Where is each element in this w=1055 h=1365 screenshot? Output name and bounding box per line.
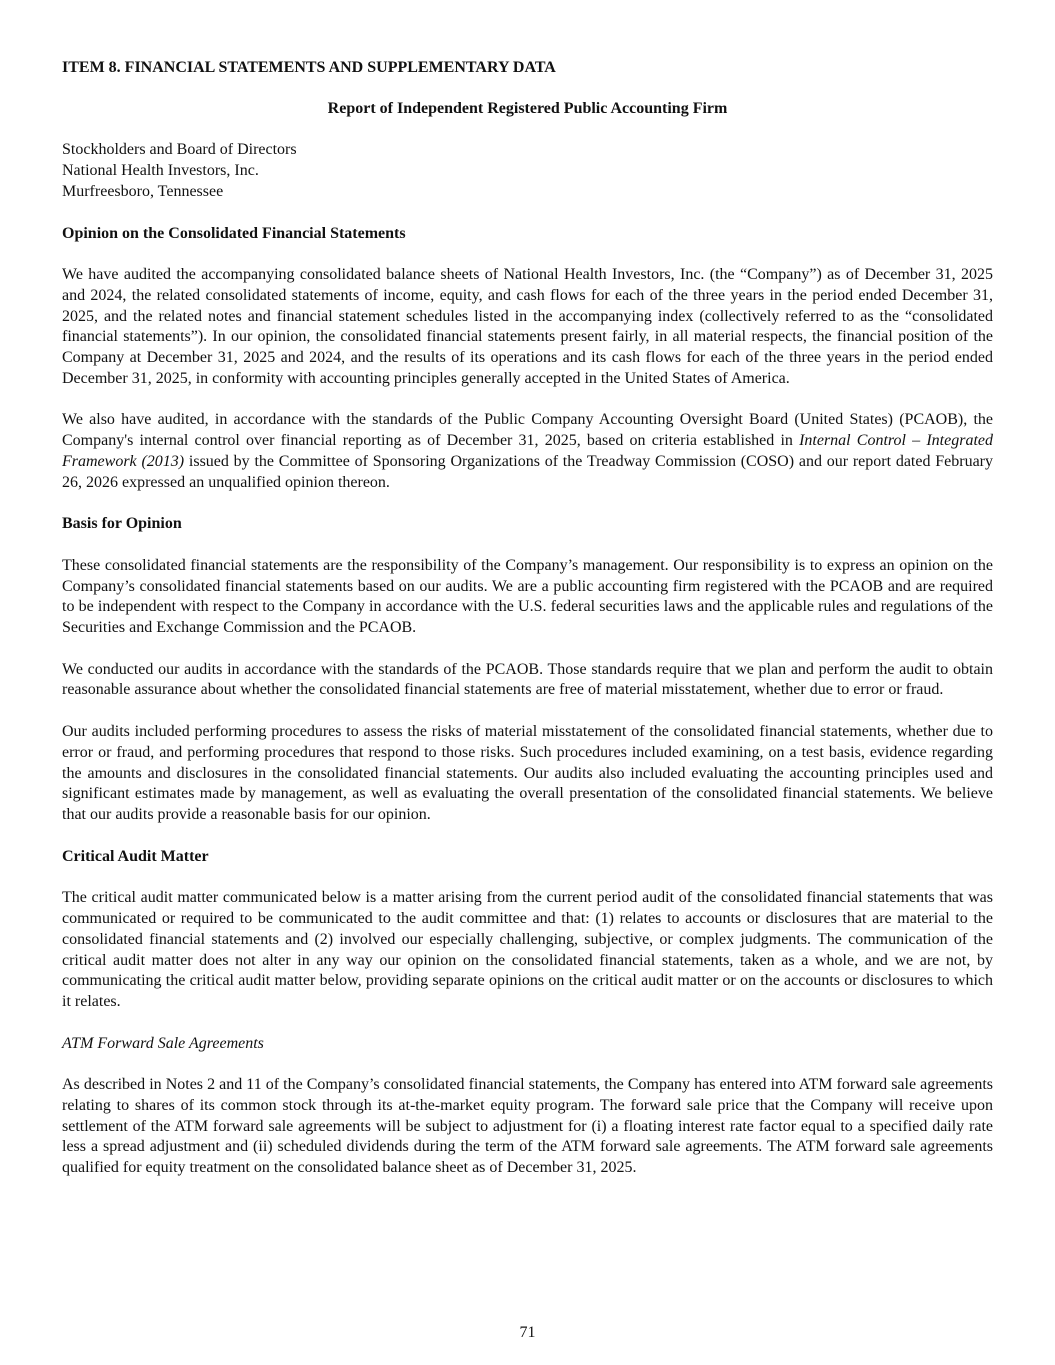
addressee-block	[62, 140, 993, 202]
opinion-paragraph-icfr	[62, 410, 993, 493]
item-heading: ITEM 8. FINANCIAL STATEMENTS AND SUPPLEMENTARY DATA	[62, 59, 556, 76]
opinion-heading: Opinion on the Consolidated Financial Statements	[62, 224, 406, 242]
atm-forward-sale-subheading: ATM Forward Sale Agreements	[62, 1034, 264, 1052]
critical-audit-matter-heading: Critical Audit Matter	[62, 847, 209, 865]
basis-paragraph: These consolidated financial statements are the responsibility of the Company’s management. Our responsibility is to express an opinion on the Company’s consolidated financial statements based on our audits. We are a public accounting firm registered with the PCAOB and are required to be independent with respect to the Company in accordance with the U.S. federal securities laws and the applicable rules and regulations of the Securities and Exchange Commission and the PCAOB.	[62, 556, 993, 637]
report-title: Report of Independent Registered Public Accounting Firm	[327, 99, 728, 117]
addressee-line: National Health Investors, Inc.	[62, 162, 259, 180]
icfr-text-before: We also have audited, in accordance with the standards of the Public Company Accounting Oversight Board (United States) (PCAOB), the Company's internal control over financial reporting as of December 31, 2025, based on criteria established in	[62, 411, 993, 450]
addressee-line: Stockholders and Board of Directors	[62, 141, 297, 159]
atm-forward-sale-paragraph: As described in Notes 2 and 11 of the Company’s consolidated financial statements, the Company has entered into ATM forward sale agreements relating to shares of its common stock through its at-the-market equity program. The forward sale price that the Company will receive upon settlement of the ATM forward sale agreements will be subject to adjustment for (i) a floating interest rate factor equal to a specified daily rate less a spread adjustment and (ii) scheduled dividends during the term of the ATM forward sale agreements. The ATM forward sale agreements qualified for equity treatment on the consolidated balance sheet as of December 31, 2025.	[62, 1076, 993, 1177]
coso-framework-title: Internal Control – Integrated Framework (2013)	[62, 432, 994, 470]
addressee-line: Murfreesboro, Tennessee	[62, 182, 224, 200]
basis-heading: Basis for Opinion	[62, 515, 182, 533]
basis-paragraph: Our audits included performing procedures to assess the risks of material misstatement of the consolidated financial statements, whether due to error or fraud, and performing procedures that respond to those risks. Such procedures included examining, on a test basis, evidence regarding the amounts and disclosures in the consolidated financial statements. Our audits also included evaluating the accounting principles used and significant estimates made by management, as well as evaluating the overall presentation of the consolidated financial statements. We believe that our audits provide a reasonable basis for our opinion.	[62, 723, 993, 823]
critical-audit-matter-paragraph: The critical audit matter communicated below is a matter arising from the current period audit of the consolidated financial statements that was communicated or required to be communicated to the audit committee and that: (1) relates to accounts or disclosures that are material to the consolidated financial statements and (2) involved our especially challenging, subjective, or complex judgments. The communication of the critical audit matter does not alter in any way our opinion on the consolidated financial statements, taken as a whole, and we are not, by communicating the critical audit matter below, providing separate opinions on the critical audit matter or on the accounts or disclosures to which it relates.	[62, 889, 993, 1010]
basis-paragraph: We conducted our audits in accordance with the standards of the PCAOB. Those standards require that we plan and perform the audit to obtain reasonable assurance about whether the consolidated financial statements are free of material misstatement, whether due to error or fraud.	[62, 660, 993, 699]
page-number: 71	[519, 1324, 536, 1341]
document-page	[62, 58, 993, 1179]
opinion-paragraph: We have audited the accompanying consolidated balance sheets of National Health Investors, Inc. (the “Company”) as of December 31, 2025 and 2024, the related consolidated statements of income, equity, and cash flows for each of the three years in the period ended December 31, 2025, and the related notes and financial statement schedules listed in the accompanying index (collectively referred to as the “consolidated financial statements”). In our opinion, the consolidated financial statements present fairly, in all material respects, the financial position of the Company at December 31, 2025 and 2024, and the results of its operations and its cash flows for each of the three years in the period ended December 31, 2025, in conformity with accounting principles generally accepted in the United States of America.	[62, 266, 993, 387]
icfr-text-after: issued by the Committee of Sponsoring Organizations of the Treadway Commission (COSO) and our report dated February 26, 2026 expressed an unqualified opinion thereon.	[62, 452, 994, 491]
